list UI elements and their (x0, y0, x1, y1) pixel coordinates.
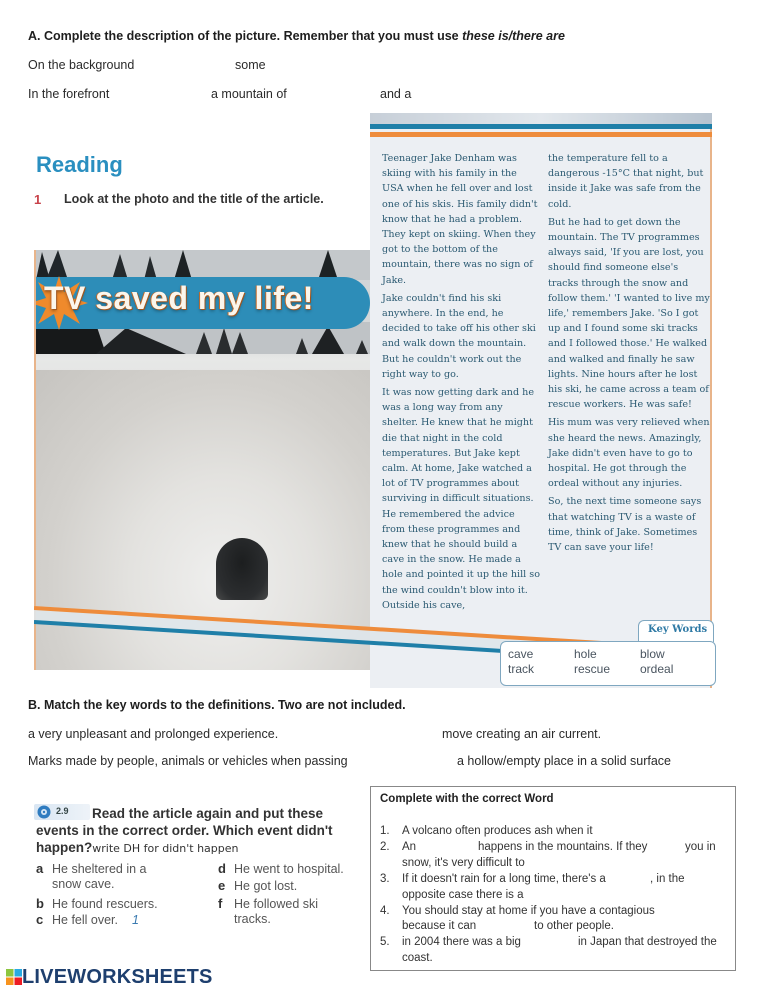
section-a-line2-part2: a mountain of (211, 87, 287, 101)
item-text: in Japan that destroyed the (578, 936, 717, 948)
event-text: He sheltered in a snow cave. (52, 862, 147, 891)
section-a-title (28, 29, 565, 43)
article-blue-stripe (370, 124, 712, 129)
article-paragraph: Teenager Jake Denham was skiing with his family in the USA when he fell over and lost one of his skis. His family didn't know that he had a problem. They kept on skiing. When they got to the bottom of the mountain, there was no sign of Jake. (382, 153, 538, 286)
article-paragraph: the temperature fell to a dangerous -15°C that night, but inside it Jake was safe from the cold. (548, 153, 704, 210)
event-letter: f (218, 896, 223, 911)
item-text: opposite case there is a (402, 889, 524, 901)
event-text: He fell over. (52, 913, 119, 927)
article-paragraph: But he had to get down the mountain. The TV programmes always said, 'If you are lost, you should find someone else's tracks through the snow and follow them.' 'I wanted to live my life,' remembers Jake. 'So I got up and I found some ski tracks and I followed those.' He walked and walked and finally he saw lights. Nine hours after he lost his ski, he came across a team of rescue workers. He was safe! (548, 216, 710, 411)
liveworksheets-logo-icon (6, 969, 22, 985)
section-a-line2-part1: In the forefront (28, 87, 110, 101)
item-number: 1. (380, 825, 390, 837)
article-title: TV saved my life! (44, 280, 314, 316)
event-letter: c (36, 912, 44, 927)
reading-heading: Reading (36, 152, 123, 177)
events-question-text: Read the article again and put these events in the correct order. Which event didn't happen? (36, 806, 333, 855)
reading-header-panel (34, 128, 372, 250)
section-a-line2-part3: and a (380, 87, 412, 101)
item-text: coast. (402, 952, 433, 964)
definition-item: a hollow/empty place in a solid surface (457, 754, 672, 768)
definition-item: Marks made by people, animals or vehicles when passing (28, 754, 348, 768)
article-right-column (548, 151, 710, 558)
item-text: to other people. (534, 920, 614, 932)
definition-item: move creating an air current. (442, 727, 602, 741)
exercise-number: 1 (34, 192, 42, 207)
section-a-title-text: A. Complete the description of the picture. Remember that you must use (28, 29, 463, 43)
item-text: A volcano often produces ash when it (402, 825, 593, 837)
event-letter: e (218, 878, 226, 893)
article-paragraph: It was now getting dark and he was a long way from any shelter. He knew that he might die that night in the cold temperatures. But Jake kept calm. At home, Jake watched a lot of TV programmes about surviving in difficult situations. He remembered the advice from these programmes and knew that he should build a cave in the snow. He made a hole and pointed it up the hill so the wind couldn't blow into it. Outside his cave, (382, 387, 540, 611)
key-word: blow (640, 647, 665, 661)
section-a-line1-part2: some (235, 58, 266, 72)
section-a-line1-part1: On the background (28, 58, 135, 72)
complete-word-title: Complete with the correct Word (380, 793, 554, 805)
snow-cave-entrance (216, 538, 268, 600)
item-text: happens in the mountains. If they (478, 841, 648, 853)
item-text: You should stay at home if you have a contagious (402, 905, 655, 917)
item-text: snow, it's very difficult to (402, 857, 525, 869)
event-answer[interactable]: 1 (132, 913, 139, 927)
audio-track-number: 2.9 (56, 806, 69, 816)
section-b-title: B. Match the key words to the definitions. Two are not included. (28, 698, 406, 712)
key-word: ordeal (640, 662, 674, 676)
key-word: cave (508, 647, 534, 661)
item-text: you in (685, 841, 716, 853)
article-orange-stripe (370, 132, 712, 137)
article-left-column (382, 151, 540, 616)
event-letter: b (36, 896, 44, 911)
item-number: 3. (380, 873, 390, 885)
events-question (36, 805, 366, 857)
liveworksheets-logo[interactable]: LIVEWORKSHEETS (22, 966, 213, 988)
section-a-title-italic: these is/there are (462, 29, 565, 43)
reading-instruction: Look at the photo and the title of the article. (64, 192, 324, 206)
event-text: He got lost. (234, 879, 298, 893)
item-text: , in the (650, 873, 685, 885)
event-letter: d (218, 861, 226, 876)
key-word: track (508, 662, 535, 676)
key-word: rescue (574, 662, 611, 676)
article-paragraph: So, the next time someone says that watching TV is a waste of time, think of Jake. Sometimes TV can save your life! (548, 496, 702, 554)
article-paragraph: Jake couldn't find his ski anywhere. In the end, he decided to take off his other ski and walk down the mountain. But he couldn't work out the right way to go. (382, 292, 536, 380)
item-number: 2. (380, 841, 390, 853)
item-number: 4. (380, 905, 390, 917)
event-letter: a (36, 861, 44, 876)
key-word: hole (574, 647, 597, 661)
event-text: He went to hospital. (234, 862, 344, 876)
item-text: because it can (402, 920, 477, 932)
item-text: in 2004 there was a big (402, 936, 521, 948)
events-note: write DH for didn't happen (92, 842, 239, 855)
item-number: 5. (380, 936, 390, 948)
event-text: He found rescuers. (52, 897, 158, 911)
article-paragraph: His mum was very relieved when she heard the news. Amazingly, Jake didn't even have to go to hospital. He got through the ordeal without any injuries. (548, 417, 710, 490)
item-text: An (402, 841, 417, 853)
definition-item: a very unpleasant and prolonged experience. (28, 727, 279, 741)
item-text: If it doesn't rain for a long time, there's a (402, 873, 606, 885)
event-text: He followed ski tracks. (234, 897, 319, 926)
key-words-label: Key Words (648, 624, 708, 635)
